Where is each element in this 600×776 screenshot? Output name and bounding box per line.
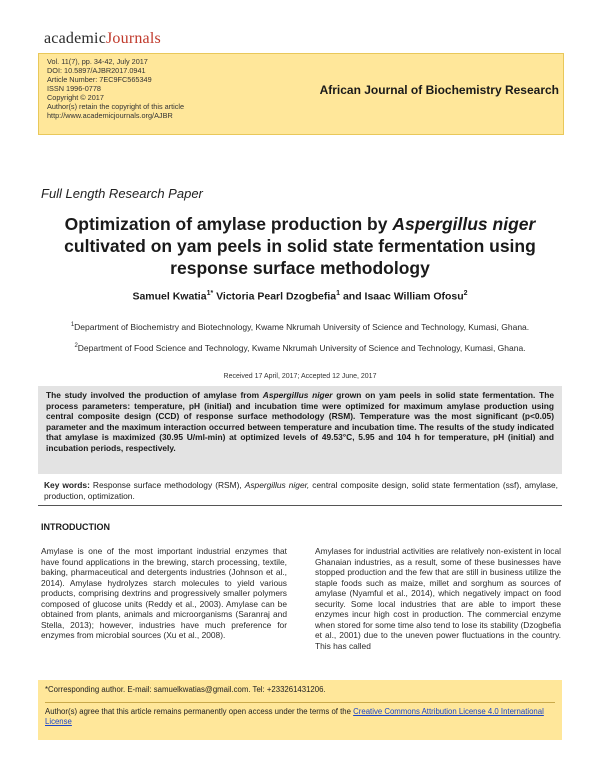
affiliation-1: $^1$Department of Biochemistry and Biotechnology, Kwame Nkrumah University of Science and Technology, Kumasi, Ghana. bbox=[70, 321, 530, 332]
meta-copyright-note: Author(s) retain the copyright of this article bbox=[47, 102, 185, 111]
author-3: Isaac William Ofosu bbox=[364, 290, 464, 303]
body-column-right: Amylases for industrial activities are relatively non-existent in local Ghanaian industries, as a result, some of these businesses have stopped production and the few that are still in business utilize the staple foods such as maize, millet and sorghum as sources of amylase (Nyamful et al., 2014), which negatively impact on food security. Some local industries that are able to import these enzymes incur high cost in production. The commercial enzyme when stored for some time also tend to lose its stability (Dzogbefia et al., 2001) due to the uneven power fluctuations in the country. This has called bbox=[315, 546, 561, 651]
footnote-box bbox=[38, 680, 562, 740]
body-column-left: Amylase is one of the most important industrial enzymes that have found applications in the brewing, starch processing, textile, baking, pharmaceutical and detergents industries (Johnson et al., 2014). Amylase hydrolyzes starch molecules to yield various products, comprising dextrins and progressively smaller polymers composed of glucose units (Reddy et al., 2003). Amylase can be obtained from plants, animals and microorganisms (Saranraj and Stella, 2013); however, industries have much preference for enzymes from microbial sources (Xu et al., 2008). bbox=[41, 546, 287, 640]
journal-name: African Journal of Biochemistry Research bbox=[319, 83, 559, 97]
paper-type: Full Length Research Paper bbox=[41, 186, 203, 201]
meta-issn: ISSN 1996-0778 bbox=[47, 84, 101, 93]
keywords: Key words: Response surface methodology (RSM), Aspergillus niger, central composite design, solid state fermentation (ssf), amylase, production, optimization. bbox=[44, 480, 558, 501]
publisher-logo: academicJournals bbox=[44, 30, 161, 47]
license-link[interactable]: Creative Commons Attribution License 4.0 International License bbox=[45, 707, 544, 726]
corresponding-author: *Corresponding author. E-mail: samuelkwatias@gmail.com. Tel: +233261431206. bbox=[45, 685, 326, 694]
affiliation-2: $^2$Department of Food Science and Technology, Kwame Nkrumah University of Science and Technology, Kumasi, Ghana. bbox=[74, 342, 526, 353]
meta-volume: Vol. 11(7), pp. 34-42, July 2017 bbox=[47, 57, 148, 66]
author-list: Samuel Kwatia$^{1*}$ Victoria Pearl Dzogbefia$^1$ and Isaac William Ofosu$^2$ bbox=[132, 290, 468, 303]
author-2: Victoria Pearl Dzogbefia bbox=[216, 290, 337, 303]
introduction-heading: INTRODUCTION bbox=[41, 522, 110, 532]
journal-header-box bbox=[38, 53, 564, 135]
article-metadata bbox=[47, 57, 184, 120]
author-1: Samuel Kwatia bbox=[132, 290, 207, 303]
meta-url[interactable]: http://www.academicjournals.org/AJBR bbox=[47, 111, 173, 120]
meta-article-number: Article Number: 7EC9FC565349 bbox=[47, 75, 152, 84]
license-note: Author(s) agree that this article remains permanently open access under the terms of the Creative Commons Attribution License 4.0 International License bbox=[45, 707, 544, 726]
meta-doi: DOI: 10.5897/AJBR2017.0941 bbox=[47, 66, 146, 75]
abstract-box bbox=[38, 386, 562, 474]
meta-copyright: Copyright © 2017 bbox=[47, 93, 104, 102]
title-species: Aspergillus niger bbox=[392, 214, 536, 234]
keywords-label: Key words: bbox=[44, 480, 90, 490]
paper-title: Optimization of amylase production by Aspergillus niger cultivated on yam peels in solid state fermentation using response surface methodology bbox=[64, 214, 536, 278]
received-dates: Received 17 April, 2017; Accepted 12 June, 2017 bbox=[223, 373, 377, 380]
footnote-divider bbox=[45, 702, 555, 703]
section-divider bbox=[38, 505, 562, 506]
abstract-text: The study involved the production of amylase from Aspergillus niger grown on yam peels in solid state fermentation. The process parameters: temperature, pH (initial) and incubation time were optimized for maximum amylase production using central composite design (CCD) of response surface methodology (RSM). Temperature was the most significant (p<0.05) parameter and the maximum interaction occurred between temperature and incubation time. The results of the study indicated that amylase is maximized (30.95 U/ml-min) at optimized levels of 49.53°C, 5.95 and 104 h for temperature, pH (initial) and incubation periods, respectively. bbox=[46, 390, 554, 453]
